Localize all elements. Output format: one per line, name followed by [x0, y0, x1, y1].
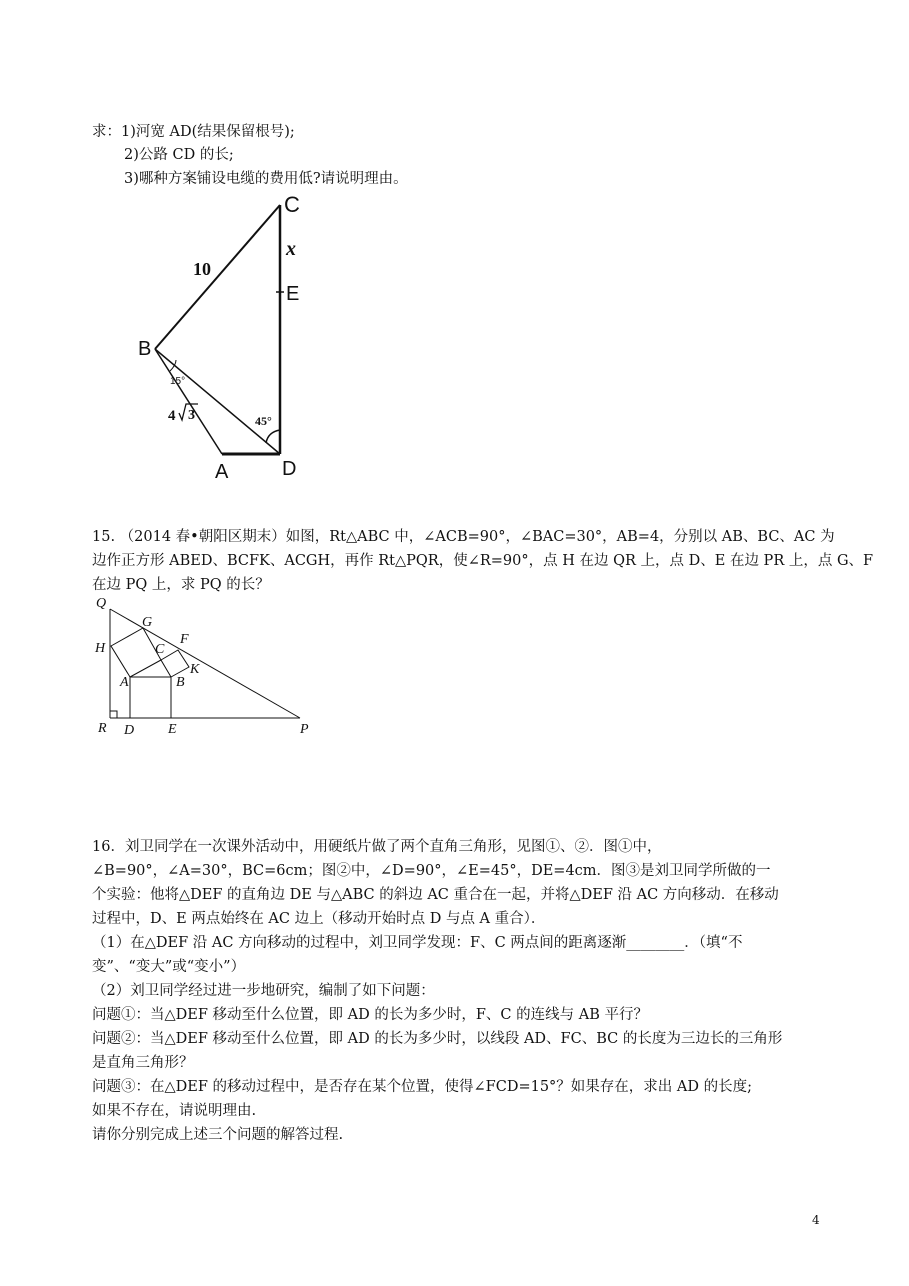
q15-line2: 边作正方形 ABED、BCFK、ACGH，再作 Rt△PQR，使∠R=90°，点 H 在边 QR 上，点 D、E 在边 PR 上，点 G、F: [92, 553, 874, 569]
q16-line9: 问题②：当△DEF 移动至什么位置，即 AD 的长为多少时，以线段 AD、FC、BC 的长度为三边长的三角形: [92, 1031, 783, 1047]
point-label-H: H: [95, 641, 106, 656]
point-label-A: A: [120, 675, 129, 690]
square-ACGH: [111, 628, 161, 677]
point-label-B: B: [176, 675, 185, 690]
point-label-G: G: [142, 615, 153, 630]
q16-line7: （2）刘卫同学经过进一步地研究，编制了如下问题：: [92, 983, 435, 999]
q15-line1: 15. （2014 春•朝阳区期末）如图，Rt△ABC 中，∠ACB=90°，∠BAC=30°，AB=4，分别以 AB、BC、AC 为: [92, 529, 835, 545]
q16-line6: 变”、“变大”或“变小”）: [92, 959, 246, 975]
point-label-P: P: [300, 722, 309, 737]
point-label-B: B: [138, 338, 152, 360]
q16-line1: 16．刘卫同学在一次课外活动中，用硬纸片做了两个直角三角形，见图①、②．图①中，: [92, 839, 662, 855]
q16-line5: （1）在△DEF 沿 AC 方向移动的过程中，刘卫同学发现：F、C 两点间的距离逐渐________．（填“不: [92, 935, 743, 951]
point-label-R: R: [98, 721, 107, 736]
page-number: 4: [812, 1213, 820, 1227]
right-angle-mark-R: [110, 711, 117, 718]
length-BA-coefficient: 4: [168, 408, 176, 424]
q15-line3: 在边 PQ 上，求 PQ 的长？: [92, 577, 270, 593]
point-label-E: E: [168, 722, 177, 737]
segment-BA: [155, 349, 222, 454]
point-label-Q: Q: [96, 596, 107, 611]
point-label-F: F: [180, 632, 189, 647]
point-label-C: C: [284, 192, 300, 217]
length-BA-radicand: 3: [188, 408, 195, 423]
q15-figure: [90, 590, 320, 740]
point-label-K: K: [190, 662, 200, 677]
q16-line10: 是直角三角形？: [92, 1055, 194, 1071]
q16-line12: 如果不存在，请说明理由.: [92, 1103, 257, 1119]
q14-figure: [130, 188, 320, 488]
square-BCFK: [161, 650, 189, 677]
q14-ask-line3: 3)哪种方案铺设电缆的费用低?请说明理由。: [124, 171, 408, 187]
square-ABED: [130, 677, 171, 718]
q16-line11: 问题③：在△DEF 的移动过程中，是否存在某个位置，使得∠FCD=15°？如果存在，求出 AD 的长度;: [92, 1079, 753, 1095]
segment-BC: [155, 205, 280, 349]
q16-line4: 过程中，D、E 两点始终在 AC 边上（移动开始时点 D 与点 A 重合）．: [92, 911, 546, 927]
length-BC: 10: [193, 259, 211, 279]
q16-line13: 请你分别完成上述三个问题的解答过程.: [92, 1127, 344, 1143]
segment-BD: [155, 349, 280, 454]
q16-line8: 问题①：当△DEF 移动至什么位置，即 AD 的长为多少时，F、C 的连线与 AB 平行？: [92, 1007, 648, 1023]
q14-ask-line2: 2)公路 CD 的长;: [124, 147, 234, 163]
point-label-D: D: [124, 723, 135, 738]
point-label-A: A: [215, 461, 229, 483]
q14-ask-line1: 求：1)河宽 AD(结果保留根号);: [92, 124, 295, 140]
point-label-E: E: [286, 283, 300, 305]
q16-line2: ∠B=90°，∠A=30°，BC=6cm；图②中，∠D=90°，∠E=45°，DE=4cm．图③是刘卫同学所做的一: [92, 863, 771, 879]
angle-label-D: 45°: [255, 414, 272, 428]
angle-arc-D: [266, 430, 280, 443]
point-label-D: D: [282, 458, 297, 480]
segment-QP: [110, 609, 300, 718]
q16-line3: 个实验：他将△DEF 的直角边 DE 与△ABC 的斜边 AC 重合在一起，并将△DEF 沿 AC 方向移动．在移动: [92, 887, 779, 903]
variable-x: x: [286, 238, 296, 260]
point-label-C: C: [155, 642, 165, 657]
angle-label-B: 15°: [170, 376, 186, 387]
